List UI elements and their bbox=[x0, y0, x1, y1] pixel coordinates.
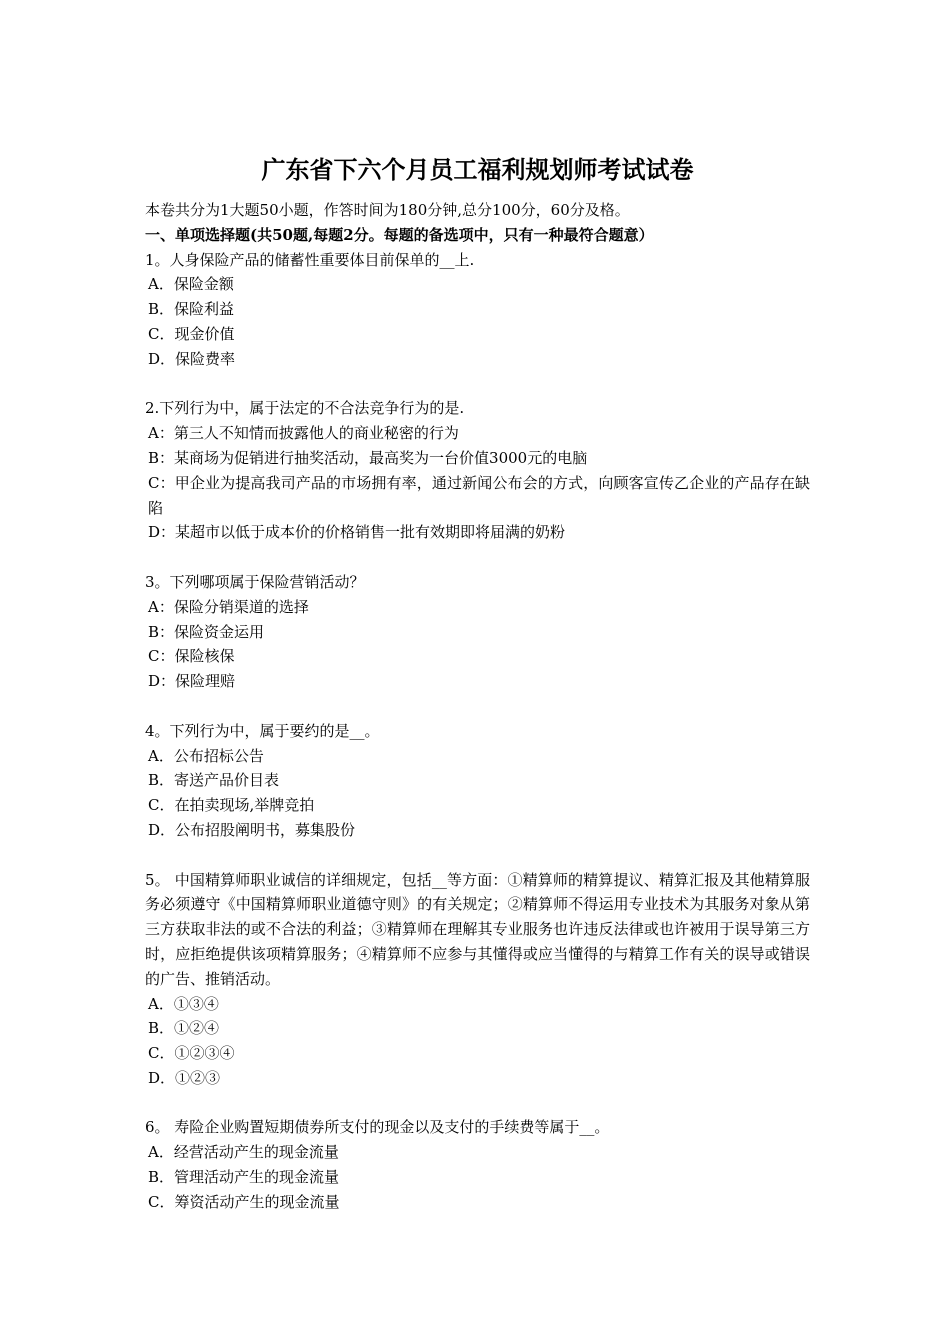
option-b: B．寄送产品价目表 bbox=[148, 771, 280, 790]
option-d: D．①②③ bbox=[148, 1068, 221, 1087]
document-title: 广东省下六个月员工福利规划师考试试卷 bbox=[261, 155, 694, 184]
option-c: C．现金价值 bbox=[148, 324, 235, 343]
option-d: D：保险理赔 bbox=[148, 672, 236, 691]
option-d: D．保险费率 bbox=[148, 349, 236, 368]
option-a: A．公布招标公告 bbox=[148, 746, 264, 765]
option-b: B：保险资金运用 bbox=[148, 622, 265, 641]
option-a: A：保险分销渠道的选择 bbox=[148, 597, 309, 616]
option-a: A．经营活动产生的现金流量 bbox=[148, 1143, 339, 1162]
option-a: A．保险金额 bbox=[148, 275, 234, 294]
document-body bbox=[145, 152, 810, 1215]
question-3 bbox=[145, 570, 810, 694]
question-4 bbox=[145, 719, 810, 843]
question-stem: 2.下列行为中，属于法定的不合法竞争行为的是. bbox=[145, 399, 465, 418]
option-b: B．管理活动产生的现金流量 bbox=[148, 1168, 340, 1187]
question-stem: 4。下列行为中，属于要约的是__。 bbox=[145, 721, 380, 740]
question-stem: 5。 中国精算师职业诚信的详细规定，包括__等方面：①精算师的精算提议、精算汇报及其他精算服务必须遵守《中国精算师职业道德守则》的有关规定；②精算师不得运用专业技术为其服务对象从第三方获取非法的或不合法的利益；③精算师在理解其专业服务也许违反法律或也许被用于误导第三方时，应拒绝提供该项精算服务；④精算师不应参与其懂得或应当懂得的与精算工作有关的误导或错误的广告、推销活动。 bbox=[145, 870, 810, 988]
section-heading: 一、单项选择题(共50题,每题2分。每题的备选项中，只有一种最符合题意） bbox=[145, 225, 654, 244]
option-b: B．保险利益 bbox=[148, 300, 235, 319]
option-c: C．在拍卖现场,举牌竞拍 bbox=[148, 796, 315, 815]
question-stem: 1。人身保险产品的储蓄性重要体目前保单的__上. bbox=[145, 250, 475, 269]
option-c: C．①②③④ bbox=[148, 1044, 235, 1063]
option-a: A．①③④ bbox=[148, 994, 219, 1013]
option-a: A：第三人不知情而披露他人的商业秘密的行为 bbox=[148, 424, 459, 443]
option-b: B．①②④ bbox=[148, 1019, 220, 1038]
question-stem: 3。下列哪项属于保险营销活动？ bbox=[145, 572, 365, 591]
question-6 bbox=[145, 1115, 810, 1214]
option-c: C．筹资活动产生的现金流量 bbox=[148, 1192, 340, 1211]
option-d: D．公布招股阐明书，募集股份 bbox=[148, 820, 356, 839]
exam-intro: 本卷共分为1大题50小题，作答时间为180分钟,总分100分，60分及格。 bbox=[145, 201, 630, 219]
option-b: B：某商场为促销进行抽奖活动，最高奖为一台价值3000元的电脑 bbox=[148, 448, 588, 467]
question-1 bbox=[145, 248, 810, 372]
option-c: C：甲企业为提高我司产品的市场拥有率，通过新闻公布会的方式，向顾客宣传乙企业的产品存在缺陷 bbox=[148, 473, 810, 517]
question-stem: 6。 寿险企业购置短期债券所支付的现金以及支付的手续费等属于__。 bbox=[145, 1118, 610, 1137]
question-2 bbox=[145, 396, 810, 545]
question-5 bbox=[145, 868, 810, 1091]
option-d: D：某超市以低于成本价的价格销售一批有效期即将届满的奶粉 bbox=[148, 523, 566, 542]
option-c: C：保险核保 bbox=[148, 647, 235, 666]
